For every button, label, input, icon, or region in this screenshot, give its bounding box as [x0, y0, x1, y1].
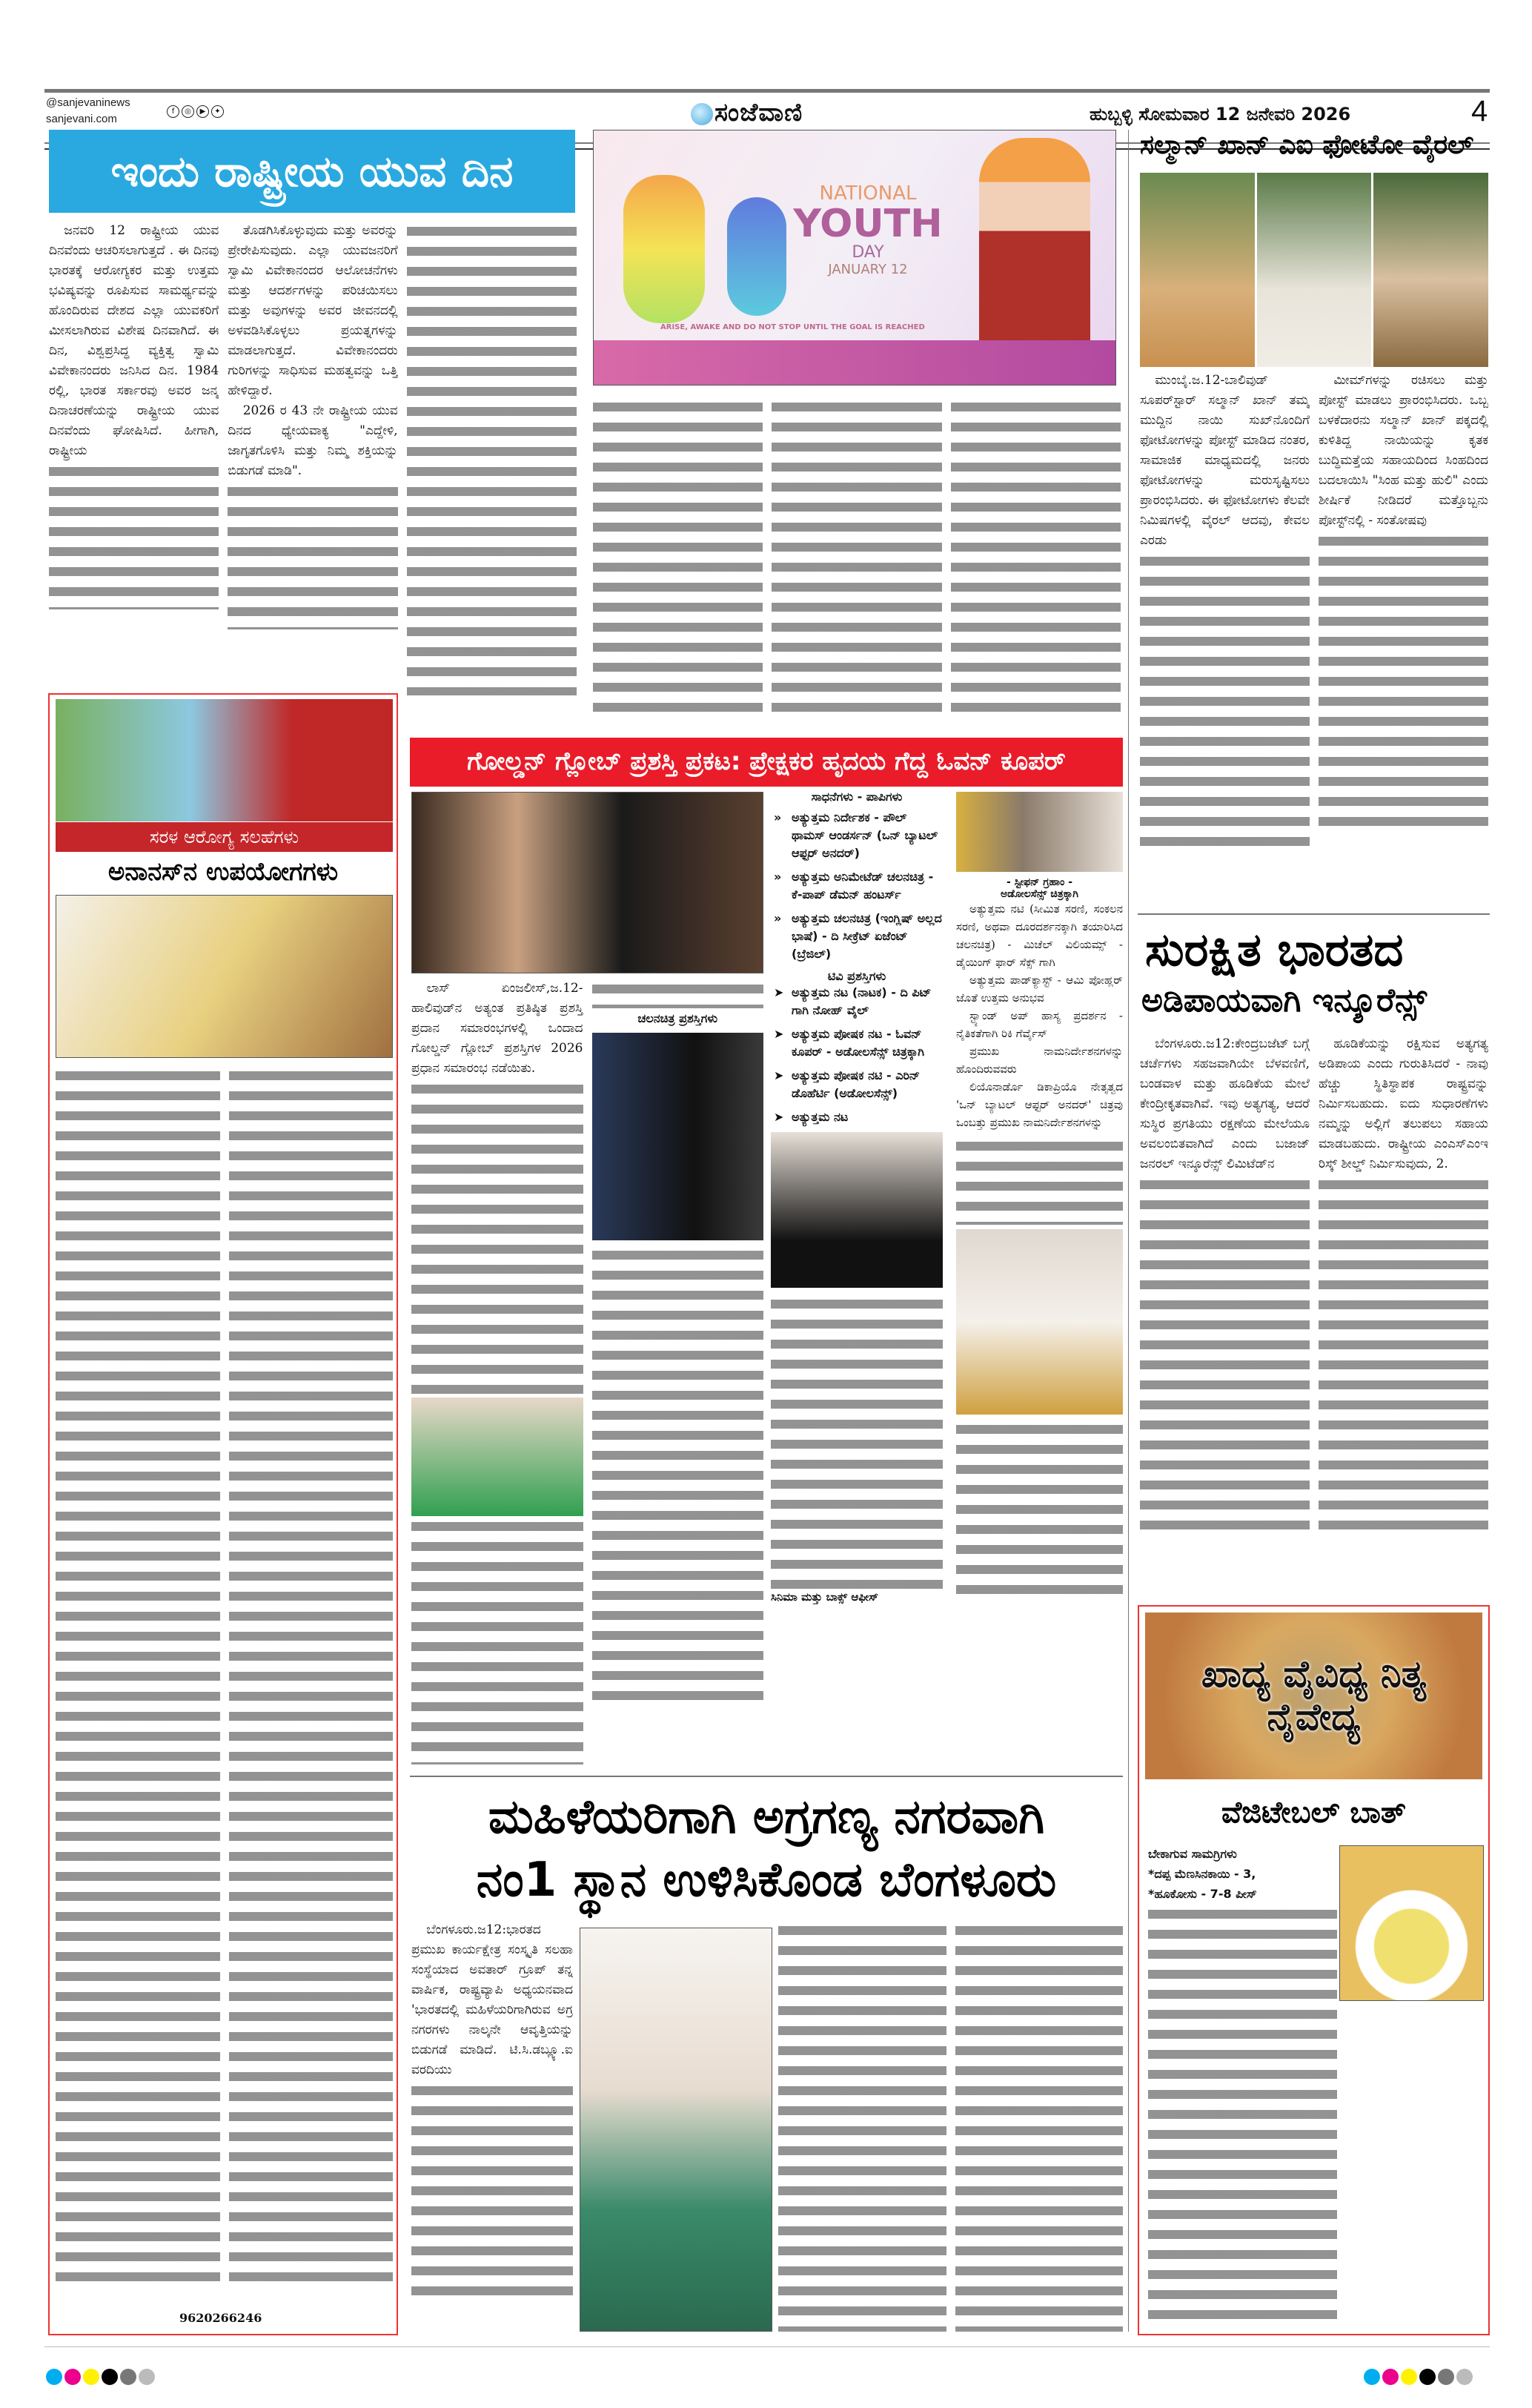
newspaper-logo — [689, 98, 803, 128]
ingredients-heading: ಬೇಕಾಗುವ ಸಾಮಗ್ರಿಗಳು — [1148, 1847, 1237, 1861]
logo-text: ಸಂಜೆವಾಣಿ — [714, 98, 803, 128]
golden-globe-couple-photo — [411, 792, 763, 973]
salman-col-1 — [1140, 371, 1310, 904]
image-text-date: JANUARY 12 — [828, 262, 908, 277]
youth-col-5 — [772, 397, 941, 712]
health-box — [48, 693, 398, 2335]
film-awards-list — [771, 809, 943, 963]
registration-dot — [1364, 2369, 1380, 2385]
paragraph: ಬೆಂಗಳೂರು.ಜ12:ಭಾರತದ ಪ್ರಮುಖ ಕಾರ್ಯಕ್ಷೇತ್ರ ಸಂಸ್ಕೃತಿ ಸಲಹಾ ಸಂಸ್ಥೆಯಾದ ಅವತಾರ್ ಗ್ರೂಪ್ ತನ್ನ ವಾರ್ಷಿಕ, ರಾಷ್ಟ್ರವ್ಯಾಪಿ ಅಧ್ಯಯನವಾದ 'ಭಾರತದಲ್ಲಿ ಮಹಿಳೆಯರಿಗಾಗಿರುವ ಅಗ್ರ ನಗರಗಳು ನಾಲ್ಕನೇ ಆವೃತ್ತಿಯನ್ನು ಬಿಡುಗಡೆ ಮಾಡಿದೆ. ಟಿ.ಸಿ.ಡಬ್ಲ್ಯೂ.ಐ ವರದಿಯು — [411, 1922, 573, 2077]
health-body — [56, 1065, 393, 2281]
image-text-day: DAY — [852, 243, 884, 262]
youth-day-body — [49, 221, 577, 695]
jean-smart-photo — [956, 1229, 1123, 1415]
registration-dot — [139, 2369, 155, 2385]
award-item: ➤ ಅತ್ಯುತ್ತಮ ನಟ (ನಾಟಕ) - ದಿ ಪಿಟ್ ಗಾಗಿ ನೋಹ್ ವೈಲ್ — [771, 984, 943, 1019]
tv-awards-list — [771, 984, 943, 1126]
health-col-2 — [229, 1065, 394, 2281]
paragraph: ತೊಡಗಿಸಿಕೊಳ್ಳುವುದು ಮತ್ತು ಅವರನ್ನು ಪ್ರೇರೇಪಿಸುವುದು. ಎಲ್ಲಾ ಯುವಜನರಿಗೆ ಸ್ವಾಮಿ ವಿವೇಕಾನಂದರ ಆಲೋಚನೆಗಳು ಮತ್ತು ಆದರ್ಶಗಳನ್ನು ಪರಿಚಯಿಸಲು ಮತ್ತು ಅವುಗಳನ್ನು ಅವರ ಜೀವನದಲ್ಲಿ ಅಳವಡಿಸಿಕೊಳ್ಳಲು ಪ್ರಯತ್ನಗಳನ್ನು ಮಾಡಲಾಗುತ್ತದೆ. ವಿವೇಕಾನಂದರು ಗುರಿಗಳನ್ನು ಸಾಧಿಸುವ ಮಹತ್ವವನ್ನು ಒತ್ತಿ ಹೇಳಿದ್ದಾರೆ. — [228, 223, 398, 398]
salman-photos — [1140, 173, 1488, 367]
registration-dot — [1438, 2369, 1454, 2385]
couple-red-carpet-photo — [592, 1033, 764, 1240]
insurance-body — [1140, 1034, 1488, 1590]
photo-caption-name: - ಸ್ಟೀಫನ್ ಗ್ರಹಾಂ - — [1006, 876, 1073, 888]
image-text-youth: YOUTH — [793, 202, 943, 246]
paragraph: 2026 ರ 43 ನೇ ರಾಷ್ಟ್ರೀಯ ಯುವ ದಿನದ ಧ್ಯೇಯವಾಕ್ಯ "ಎದ್ದೇಳಿ, ಜಾಗೃತಗೊಳಿಸಿ ಮತ್ತು ನಿಮ್ಮ ಶಕ್ತಿಯನ್ನು ಬಿಡುಗಡೆ ಮಾಡಿ". — [228, 403, 398, 478]
paragraph: ಹೂಡಿಕೆಯನ್ನು ರಕ್ಷಿಸುವ ಅತ್ಯಗತ್ಯ ಅಡಿಪಾಯ ಎಂದು ಗುರುತಿಸಿದರೆ - ನಾವು ಹೆಚ್ಚು ಸ್ಥಿತಿಸ್ಥಾಪಕ ರಾಷ್ಟ್ರವನ್ನು ನಿರ್ಮಿಸಬಹುದು. ಐದು ಸುಧಾರಣೆಗಳು ನಮ್ಮನ್ನು ಅಲ್ಲಿಗೆ ತಲುಪಲು ಸಹಾಯ ಮಾಡಬಹುದು. ರಾಷ್ಟ್ರೀಯ ಎಂಎಸ್‌ಎಂಇ ರಿಸ್ಕ್ ಶೀಲ್ಡ್ ನಿರ್ಮಿಸುವುದು, 2. — [1319, 1036, 1488, 1171]
twitter-icon[interactable]: ✦ — [211, 105, 224, 118]
insurance-headline-1: ಸುರಕ್ಷಿತ ಭಾರತದ — [1145, 922, 1404, 976]
youth-day-image — [593, 130, 1116, 386]
youtube-icon[interactable]: ▶ — [196, 105, 209, 118]
registration-dot — [102, 2369, 118, 2385]
insurance-col-1 — [1140, 1034, 1310, 1590]
award-item: » ಅತ್ಯುತ್ತಮ ಚಲನಚಿತ್ರ (ಇಂಗ್ಲಿಷ್ ಅಲ್ಲದ ಭಾಷೆ) - ದಿ ಸೀಕ್ರೆಟ್ ಏಜೆಂಟ್ (ಬ್ರೆಜಿಲ್) — [771, 910, 943, 963]
gg-col-2 — [592, 979, 764, 1764]
section-divider — [1138, 913, 1490, 915]
salman-photo-lion — [1140, 173, 1255, 367]
salman-body — [1140, 371, 1488, 904]
registration-dot — [1419, 2369, 1436, 2385]
paragraph: ಲಾಸ್ ಏಂಜಲೀಸ್,ಜ.12-ಹಾಲಿವುಡ್‌ನ ಅತ್ಯಂತ ಪ್ರತಿಷ್ಠಿತ ಪ್ರಶಸ್ತಿ ಪ್ರದಾನ ಸಮಾರಂಭಗಳಲ್ಲಿ ಒಂದಾದ ಗೋಲ್ಡನ್ ಗ್ಲೋಬ್ ಪ್ರಶಸ್ತಿಗಳ 2026 ಪ್ರಧಾನ ಸಮಾರಂಭ ನಡೆಯಿತು. — [411, 981, 583, 1076]
award-item: » ಅತ್ಯುತ್ತಮ ನಿರ್ದೇಶಕ - ಪೌಲ್ ಥಾಮಸ್ ಆಂಡರ್ಸನ್ (ಒನ್ ಬ್ಯಾಟಲ್ ಆಫ್ಟರ್ ಅನದರ್) — [771, 809, 943, 862]
youth-col-3 — [407, 221, 577, 695]
bengaluru-col-1 — [411, 1920, 573, 2332]
paragraph: ಮುಂಬೈ.ಜ.12-ಬಾಲಿವುಡ್ ಸೂಪರ್‌ಸ್ಟಾರ್ ಸಲ್ಮಾನ್ ಖಾನ್ ತಮ್ಮ ಮುದ್ದಿನ ನಾಯಿ ಸುಖ್‌ನೊಂದಿಗೆ ಫೋಟೋಗಳನ್ನು ಪೋಸ್ಟ್ ಮಾಡಿದ ನಂತರ, ಸಾಮಾಜಿಕ ಮಾಧ್ಯಮದಲ್ಲಿ ಜನರು ಫೋಟೋಗಳನ್ನು ಮರುಸೃಷ್ಟಿಸಲು ಪ್ರಾರಂಭಿಸಿದರು. ಈ ಫೋಟೋಗಳು ಕೆಲವೇ ನಿಮಿಷಗಳಲ್ಲಿ ವೈರಲ್ ಆದವು, ಕೇವಲ ಎರಡು — [1140, 373, 1310, 548]
bengaluru-col-2 — [778, 1920, 946, 2332]
food-banner-text: ಖಾದ್ಯ ವೈವಿಧ್ಯ ನಿತ್ಯ ನೈವೇದ್ಯ — [1201, 1653, 1427, 1739]
vegetable-bath-photo — [1339, 1845, 1484, 2001]
registration-dot — [46, 2369, 62, 2385]
bengaluru-body-1 — [411, 1920, 573, 2332]
awards-list — [771, 790, 943, 1761]
golden-globe-title: ಗೋಲ್ಡನ್ ಗ್ಲೋಬ್ ಪ್ರಶಸ್ತಿ ಪ್ರಕಟ: ಪ್ರೇಕ್ಷಕರ ಹೃದಯ ಗೆದ್ದ ಓವನ್ ಕೂಪರ್ — [467, 747, 1066, 777]
social-handle: @sanjevaninews — [46, 96, 130, 109]
youth-day-body-continued — [593, 397, 1121, 712]
golden-globe-title-bar — [410, 738, 1123, 787]
top-rule — [44, 89, 1490, 93]
ingredient-item: *ದಪ್ಪ ಮೆಣಸಿನಕಾಯಿ - 3, — [1148, 1867, 1256, 1881]
globe-icon — [691, 103, 713, 125]
award-item: ➤ ಅತ್ಯುತ್ತಮ ಪೋಷಕ ನಟಿ - ಎರಿನ್ ಡೊಹೆರ್ಟಿ (ಅಡೋಲಸೆನ್ಸ್) — [771, 1067, 943, 1102]
health-banner-label: ಸರಳ ಆರೋಗ್ಯ ಸಲಹೆಗಳು — [56, 822, 393, 852]
paragraph: ಸ್ಟ್ಯಾಂಡ್ ಅಪ್ ಹಾಸ್ಯ ಪ್ರದರ್ಶನ - ನೈತಿಕತೆಗಾಗಿ ರಿಕಿ ಗೆರ್ವೈಸ್ — [956, 1009, 1123, 1040]
salman-headline: ಸಲ್ಮಾನ್ ಖಾನ್ ಎಐ ಫೋಟೋ ವೈರಲ್ — [1140, 130, 1474, 160]
social-icons — [167, 105, 224, 118]
bengaluru-headline-1: ಮಹಿಳೆಯರಿಗಾಗಿ ಅಗ್ರಗಣ್ಯ ನಗರವಾಗಿ — [488, 1790, 1045, 1845]
owen-cooper-photo — [956, 792, 1123, 872]
registration-dot — [64, 2369, 81, 2385]
image-text-national: NATIONAL — [819, 182, 917, 205]
youth-col-6 — [951, 397, 1121, 712]
award-item: ➤ ಅತ್ಯುತ್ತಮ ಪೋಷಕ ನಟ - ಓವನ್ ಕೂಪರ್ - ಅಡೋಲಸೆನ್ಸ್ ಚಿತ್ರಕ್ಕಾಗಿ — [771, 1025, 943, 1061]
column-divider — [1128, 130, 1129, 2332]
ingredients — [1148, 1844, 1337, 2319]
registration-dots-left — [46, 2369, 157, 2388]
salman-col-2 — [1319, 371, 1488, 904]
ingredient-item: *ಹೂಕೋಸು - 7-8 ಪೀಸ್ — [1148, 1887, 1257, 1901]
website-link[interactable]: sanjevani.com — [46, 113, 117, 125]
image-quote: ARISE, AWAKE AND DO NOT STOP UNTIL THE GOAL IS REACHED — [660, 323, 925, 331]
facebook-icon[interactable]: f — [167, 105, 179, 118]
youth-col-4 — [593, 397, 763, 712]
footer-rule — [44, 2346, 1490, 2347]
gg-right-column — [956, 792, 1123, 1763]
photo-caption-film: ಅಡೋಲಸೆನ್ಸ್ ಚಿತ್ರಕ್ಕಾಗಿ — [1001, 888, 1078, 900]
contact-number: 9620266246 — [179, 2311, 262, 2325]
youth-day-title-box — [49, 130, 575, 213]
instagram-icon[interactable]: ◎ — [182, 105, 194, 118]
youth-day-image-text — [772, 182, 964, 277]
paragraph: ಅತ್ಯುತ್ತಮ ಪಾಡ್‌ಕ್ಯಾಸ್ಟ್ - ಆಮಿ ಪೋಹ್ಲರ್ ಜೊತೆ ಉತ್ತಮ ಅನುಭವ — [956, 973, 1123, 1005]
registration-dot — [1382, 2369, 1399, 2385]
gg-col-1 — [411, 979, 583, 1764]
paragraph: ಅತ್ಯುತ್ತಮ ನಟಿ (ಸೀಮಿತ ಸರಣಿ, ಸಂಕಲನ ಸರಣಿ, ಅಥವಾ ದೂರದರ್ಶನಕ್ಕಾಗಿ ತಯಾರಿಸಿದ ಚಲನಚಿತ್ರ) - ಮಿಚೆಲ್ ವಿಲಿಯಮ್ಸ್ - ಡೈಯಿಂಗ್ ಫಾರ್ ಸೆಕ್ಸ್ ಗಾಗಿ — [956, 902, 1123, 969]
registration-dot — [1401, 2369, 1417, 2385]
tv-awards-heading: ಟಿವಿ ಪ್ರಶಸ್ತಿಗಳು — [827, 969, 886, 983]
registration-dot — [1456, 2369, 1473, 2385]
award-item: » ಅತ್ಯುತ್ತಮ ಅನಿಮೇಟೆಡ್ ಚಲನಚಿತ್ರ - ಕೆ-ಪಾಪ್ ಡೆಮನ್ ಹಂಟರ್ಸ್ — [771, 868, 943, 904]
paragraph: ಬೆಂಗಳೂರು.ಜ12:ಕೇಂದ್ರಬಜೆಟ್ ಬಗ್ಗೆ ಚರ್ಚೆಗಳು ಸಹಜವಾಗಿಯೇ ಬೆಳವಣಿಗೆ, ಬಂಡವಾಳ ಮತ್ತು ಹೂಡಿಕೆಯ ಮೇಲೆ ಕೇಂದ್ರೀಕೃತವಾಗಿವೆ. ಇವು ಅತ್ಯಗತ್ಯ, ಆದರೆ ಸುಸ್ಥಿರ ಪ್ರಗತಿಯು ರಕ್ಷಣೆಯ ಮೇಲೆಯೂ ಅವಲಂಬಿತವಾಗಿದೆ ಎಂದು ಬಜಾಜ್ ಜನರಲ್ ಇನ್ಶೂರೆನ್ಸ್ ಲಿಮಿಟೆಡ್‌ನ — [1140, 1036, 1310, 1171]
registration-dots-right — [1364, 2369, 1475, 2388]
date-line: ಹುಬ್ಬಳ್ಳಿ ಸೋಮವಾರ 12 ಜನೇವರಿ 2026 — [1090, 104, 1351, 125]
youth-day-title: ಇಂದು ರಾಷ್ಟ್ರೀಯ ಯುವ ದಿನ — [110, 145, 514, 196]
award-item: ➤ ಅತ್ಯುತ್ತಮ ನಟ — [771, 1108, 943, 1126]
salman-photo-dog — [1257, 173, 1372, 367]
paragraph: ಜನವರಿ 12 ರಾಷ್ಟ್ರೀಯ ಯುವ ದಿನವೆಂದು ಆಚರಿಸಲಾಗುತ್ತದೆ . ಈ ದಿನವು ಭಾರತಕ್ಕೆ ಆರೋಗ್ಯಕರ ಮತ್ತು ಉತ್ತಮ ಭವಿಷ್ಯವನ್ನು ರೂಪಿಸುವ ಸಾಮರ್ಥ್ಯವನ್ನು ಹೊಂದಿರುವ ದೇಶದ ಎಲ್ಲಾ ಯುವಕರಿಗೆ ಮೀಸಲಾಗಿರುವ ವಿಶೇಷ ದಿನವಾಗಿದೆ. ಈ ದಿನ, ವಿಶ್ವಪ್ರಸಿದ್ಧ ವ್ಯಕ್ತಿತ್ವ ಸ್ವಾಮಿ ವಿವೇಕಾನಂದರು ಜನಿಸಿದ ದಿನ. 1984 ರಲ್ಲಿ, ಭಾರತ ಸರ್ಕಾರವು ಅವರ ಜನ್ಮ ದಿನಾಚರಣೆಯನ್ನು ರಾಷ್ಟ್ರೀಯ ಯುವ ದಿನವೆಂದು ಘೋಷಿಸಿದೆ. ಹೀಗಾಗಿ, ರಾಷ್ಟ್ರೀಯ — [49, 223, 219, 458]
insurance-col-2 — [1319, 1034, 1488, 1590]
award-item: ಸಿನಿಮಾ ಮತ್ತು ಬಾಕ್ಸ್ ಆಫೀಸ್ — [771, 1590, 879, 1604]
gg-right-text — [956, 900, 1123, 1131]
insurance-headline-2: ಅಡಿಪಾಯವಾಗಿ ಇನ್ಶೂರೆನ್ಸ್ — [1141, 982, 1427, 1019]
health-col-1 — [56, 1065, 220, 2281]
bengaluru-col-3 — [955, 1920, 1124, 2332]
health-banner-image — [56, 699, 393, 821]
paragraph: ಮೀಮ್‌ಗಳನ್ನು ರಚಿಸಲು ಮತ್ತು ಪೋಸ್ಟ್ ಮಾಡಲು ಪ್ರಾರಂಭಿಸಿದರು. ಒಬ್ಬ ಬಳಕೆದಾರನು ಸಲ್ಮಾನ್ ಖಾನ್ ಪಕ್ಕದಲ್ಲಿ ಕುಳಿತಿದ್ದ ನಾಯಿಯನ್ನು ಕೃತಕ ಬುದ್ಧಿಮತ್ತೆಯ ಸಹಾಯದಿಂದ ಸಿಂಹದಿಂದ ಬದಲಾಯಿಸಿ "ಸಿಂಹ ಮತ್ತು ಹುಲಿ" ಎಂದು ಶೀರ್ಷಿಕೆ ನೀಡಿದರೆ ಮತ್ತೊಬ್ಬನು ಪೋಸ್ಟ್‌ನಲ್ಲಿ - ಸಂತೋಷವು — [1319, 373, 1488, 528]
paragraph: ಲಿಯೊನಾರ್ಡೊ ಡಿಕಾಪ್ರಿಯೊ ನೇತೃತ್ವದ 'ಒನ್ ಬ್ಯಾಟಲ್ ಆಫ್ಟರ್ ಅನದರ್' ಚಿತ್ರವು ಒಂಬತ್ತು ಪ್ರಮುಖ ನಾಮನಿರ್ದೇಶನಗಳನ್ನು — [956, 1080, 1123, 1129]
food-box — [1138, 1605, 1490, 2335]
winner-photo — [771, 1132, 943, 1288]
city-skyline — [594, 340, 1115, 385]
paragraph: ಪ್ರಮುಖ ನಾಮನಿರ್ದೇಶನಗಳನ್ನು ಹೊಂದಿರುವವರು — [956, 1045, 1123, 1076]
health-title: ಅನಾನಸ್‌ನ ಉಪಯೋಗಗಳು — [107, 857, 339, 887]
golden-globe-body — [411, 979, 763, 1764]
salman-photo-deer — [1373, 173, 1488, 367]
bengaluru-body-2 — [778, 1920, 1123, 2332]
section-divider — [410, 1776, 1123, 1777]
youth-col-2 — [228, 221, 397, 695]
achievements-heading: ಸಾಧನೆಗಳು - ಪಾಪಿಗಳು — [811, 790, 903, 804]
avtar-group-photo — [580, 1928, 772, 2332]
youth-col-1 — [49, 221, 219, 695]
recipe-title: ವೆಜಿಟೇಬಲ್ ಬಾತ್ — [1221, 1796, 1406, 1830]
pineapple-photo — [56, 895, 393, 1058]
actress-photo — [411, 1398, 583, 1516]
bengaluru-headline-2: ನಂ1 ಸ್ಥಾನ ಉಳಿಸಿಕೊಂಡ ಬೆಂಗಳೂರು — [476, 1853, 1057, 1908]
film-awards-heading: ಚಲನಚಿತ್ರ ಪ್ರಶಸ್ತಿಗಳು — [637, 1011, 718, 1025]
food-banner-image — [1145, 1612, 1482, 1779]
registration-dot — [83, 2369, 99, 2385]
runner-silhouette — [623, 175, 705, 323]
masthead-contact — [46, 95, 130, 128]
page-number: 4 — [1471, 95, 1488, 128]
registration-dot — [120, 2369, 136, 2385]
